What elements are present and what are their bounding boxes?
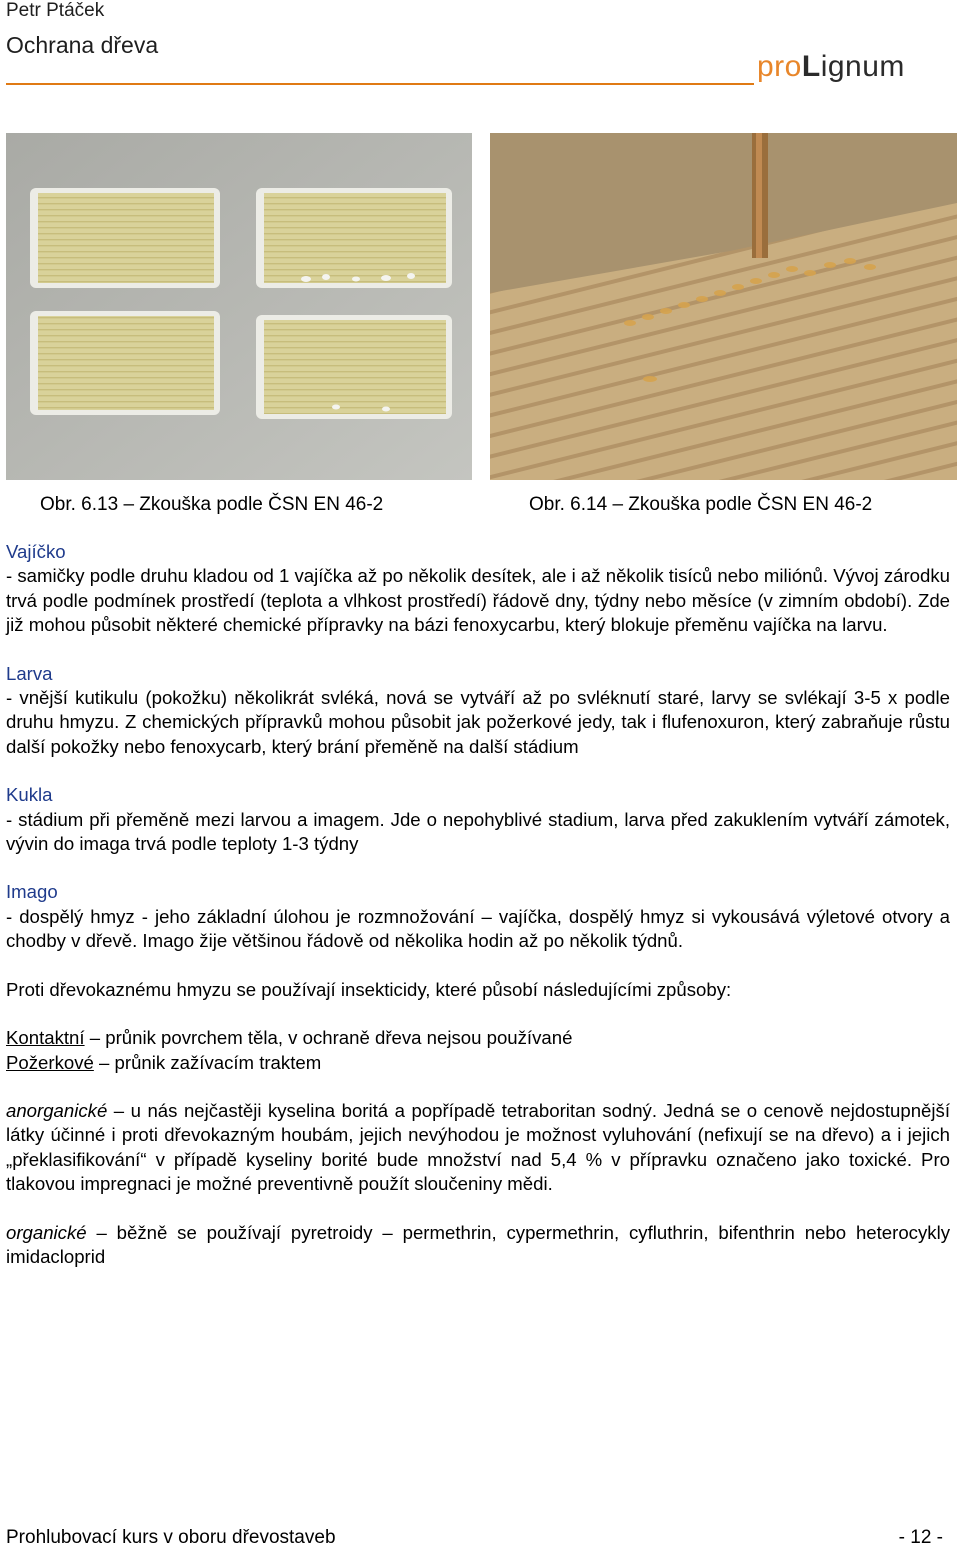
photo-larvae-on-wood — [490, 133, 957, 480]
term-pozerkove: Požerkové — [6, 1051, 94, 1073]
heading-kukla: Kukla — [6, 784, 53, 806]
paragraph-organicke — [6, 1221, 950, 1270]
footer-page-number: - 12 - — [898, 1527, 943, 1548]
photo-test-blocks-drawing — [6, 133, 472, 480]
desc-kontaktni: – průnik povrchem těla, v ochraně dřeva nejsou používané — [84, 1027, 573, 1049]
desc-pozerkove: – průnik zažívacím traktem — [93, 1051, 322, 1073]
paragraph-vajicko: - samičky podle druhu kladou od 1 vajíčka až po několik desítek, ale i až několik tisíců nebo miliónů. Vývoj zárodku trvá podle podmínek prostředí (teplota a vlhkost prostředí) řádově dny, týdny nebo měsíce (v zimním období). Zde již mohou působit některé chemické přípravky na bázi fenoxycarbu, který blokuje přeměnu vajíčka na larvu. — [6, 565, 950, 636]
heading-larva: Larva — [6, 662, 53, 684]
footer-course-name: Prohlubovací kurs v oboru dřevostaveb — [6, 1527, 336, 1548]
heading-imago: Imago — [6, 881, 58, 903]
prolignum-logo — [757, 50, 905, 84]
term-anorganicke: anorganické — [6, 1099, 108, 1121]
logo-L-text: L — [801, 50, 821, 83]
term-organicke: organické — [6, 1221, 87, 1243]
photo-larvae-on-wood-drawing — [490, 133, 957, 480]
paragraph-anorganicke — [6, 1099, 950, 1197]
mode-pozerkove — [6, 1051, 950, 1075]
logo-pro-text: pro — [757, 50, 802, 83]
figure-caption-6-14: Obr. 6.14 – Zkouška podle ČSN EN 46-2 — [529, 494, 873, 515]
paragraph-larva: - vnější kutikulu (pokožku) několikrát svléká, nová se vytváří až po svléknutí staré, larvy se svlékají 3-5 x podle druhu hmyzu. Z chemických přípravků mohou působit jak požerkové jedy, tak i flufenoxuron, který zabraňuje růstu další pokožky nebo fenoxycarb, který brání přeměně na další stádium — [6, 687, 950, 757]
paragraph-kukla: - stádium při přeměně mezi larvou a imagem. Jde o nepohyblivé stadium, larva před zakuklením vytváří zámotek, vývin do imaga trvá podle teploty 1-3 týdny — [6, 808, 950, 855]
body-text — [6, 540, 950, 1269]
text-anorganicke: – u nás nejčastěji kyselina boritá a popřípadě tetraboritan sodný. Jedná se o cenově nejdostupnější látky účinné i proti dřevokazným houbám, jejich nevýhodou je možnost vyluhování (nefixují se na dřevo) a i jejich „překlasifikování“ v případě kyseliny borité bude množství nad 5,4 % v přípravku označeno jako toxické. Pro tlakovou impregnaci je možné preventivně použít sloučeniny mědi. — [6, 1099, 950, 1195]
photo-test-blocks — [6, 133, 472, 480]
paragraph-intro: Proti dřevokaznému hmyzu se používají insekticidy, které působí následujícími způsoby: — [6, 978, 732, 1000]
term-kontaktni: Kontaktní — [6, 1027, 85, 1049]
paragraph-imago: - dospělý hmyz - jeho základní úlohou je rozmnožování – vajíčka, dospělý hmyz si vykousává výletové otvory a chodby v dřevě. Imago žije většinou řádově od několika hodin až po několik týdnů. — [6, 905, 950, 952]
logo-ignum-text: ignum — [820, 50, 905, 83]
text-organicke: – běžně se používají pyretroidy – permethrin, cypermethrin, cyfluthrin, bifenthrin nebo heterocykly imidacloprid — [6, 1221, 950, 1267]
figure-caption-6-13: Obr. 6.13 – Zkouška podle ČSN EN 46-2 — [40, 494, 384, 515]
header-title: Ochrana dřeva — [6, 32, 159, 58]
header-rule — [6, 83, 754, 85]
header-author: Petr Ptáček — [6, 0, 105, 21]
mode-kontaktni — [6, 1026, 950, 1050]
heading-vajicko: Vajíčko — [6, 541, 66, 562]
